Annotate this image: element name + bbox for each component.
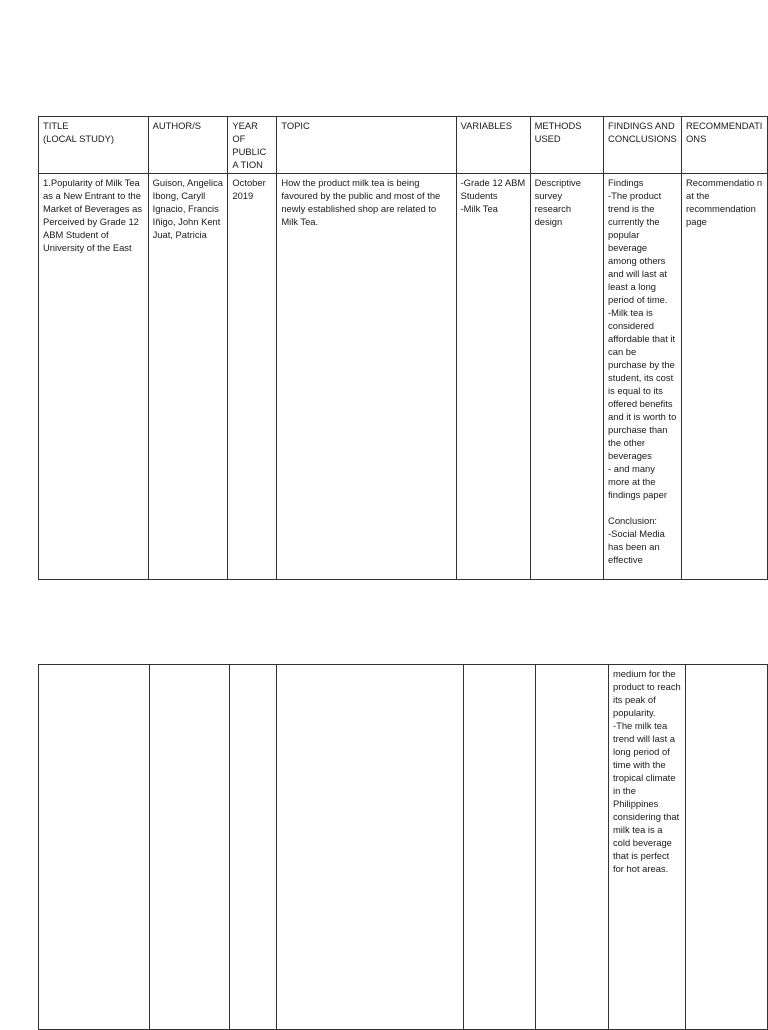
- cell-recommendations-cont: [685, 665, 767, 1030]
- cell-authors-cont: [150, 665, 229, 1030]
- cell-authors: Guison, Angelica Ibong, Caryll Ignacio, Francis Iñigo, John Kent Juat, Patricia: [148, 174, 228, 580]
- header-recommendations: RECOMMENDATI ONS: [682, 117, 768, 174]
- cell-topic-cont: [276, 665, 463, 1030]
- cell-topic: How the product milk tea is being favoured by the public and most of the newly established shop are related to Milk Tea.: [277, 174, 456, 580]
- cell-title: 1.Popularity of Milk Tea as a New Entrant to the Market of Beverages as Perceived by Grade 12 ABM Student of University of the East: [39, 174, 149, 580]
- cell-methods: Descriptive survey research design: [530, 174, 603, 580]
- table-header-row: [39, 117, 768, 174]
- header-authors: AUTHOR/S: [148, 117, 228, 174]
- header-methods: METHODS USED: [530, 117, 603, 174]
- cell-findings: Findings -The product trend is the currently the popular beverage among others and will last at least a long period of time. -Milk tea is considered affordable that it can be purchase by the student, its cost is equal to its offered benefits and it is worth to purchase than the other beverages - and many more at the findings paper Conclusion: -Social Media has been an effective: [604, 174, 682, 580]
- header-year: YEAR OF PUBLICA TION: [228, 117, 277, 174]
- cell-recommendations: Recommendatio n at the recommendation page: [682, 174, 768, 580]
- cell-year-cont: [229, 665, 276, 1030]
- table-row: [39, 174, 768, 580]
- cell-methods-cont: [536, 665, 609, 1030]
- header-variables: VARIABLES: [456, 117, 530, 174]
- header-topic: TOPIC: [277, 117, 456, 174]
- header-title: TITLE (LOCAL STUDY): [39, 117, 149, 174]
- cell-year: October 2019: [228, 174, 277, 580]
- header-findings: FINDINGS AND CONCLUSIONS: [604, 117, 682, 174]
- literature-table-page-2: [38, 664, 768, 1030]
- cell-variables: -Grade 12 ABM Students -Milk Tea: [456, 174, 530, 580]
- cell-title-cont: [39, 665, 150, 1030]
- cell-findings-cont: medium for the product to reach its peak of popularity. -The milk tea trend will last a long period of time with the tropical climate in the Philippines considering that milk tea is a cold beverage that is perfect for hot areas.: [608, 665, 685, 1030]
- cell-variables-cont: [463, 665, 536, 1030]
- table-row-continued: [39, 665, 768, 1030]
- literature-table-page-1: [38, 116, 768, 580]
